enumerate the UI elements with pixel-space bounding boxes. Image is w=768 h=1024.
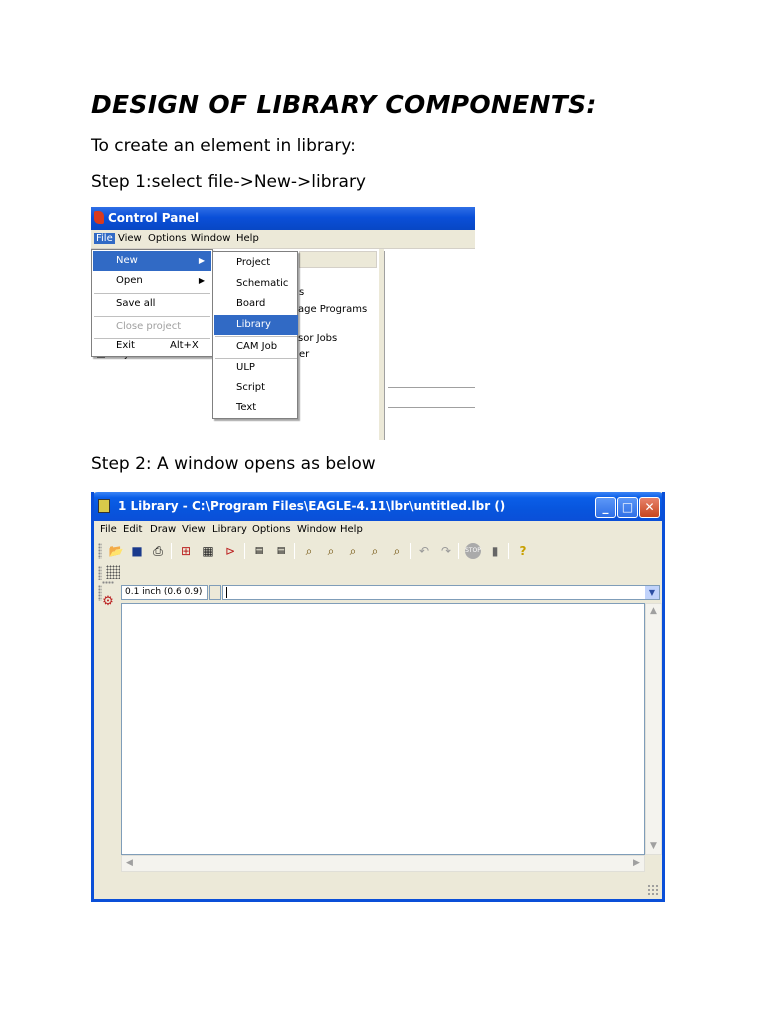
library-window-screenshot [91,492,665,902]
menu-view[interactable]: View [182,524,206,535]
toolbar-grip[interactable] [98,543,102,559]
scroll-up-icon[interactable]: ▲ [646,604,661,619]
menu-window[interactable]: Window [191,233,231,244]
intro-text: To create an element in library: [91,136,356,156]
command-bar [94,583,662,603]
file-menu-open[interactable] [93,271,211,291]
menu-help[interactable]: Help [340,524,363,535]
help-icon[interactable]: ? [519,544,527,558]
tree-fragment: sor Jobs [298,333,338,344]
toolbar-grip[interactable] [102,581,114,584]
menu-edit[interactable]: Edit [123,524,143,535]
menu-file[interactable]: File [100,524,117,535]
chevron-down-icon[interactable]: ▼ [645,586,659,599]
toolbar-separator [508,543,509,559]
zoom-in-icon[interactable]: ⌕ [327,544,335,558]
toolbar-separator [244,543,245,559]
new-submenu [212,251,298,419]
scroll-right-icon[interactable]: ▶ [629,856,644,871]
toolbar-separator [294,543,295,559]
new-submenu-board[interactable]: Board [236,298,266,309]
menu-file[interactable]: File [96,233,113,244]
divider [388,407,475,408]
open-icon[interactable]: 📂 [108,544,124,558]
eagle-app-icon [94,211,104,224]
control-panel-menubar [91,230,475,249]
menu-options[interactable]: Options [252,524,291,535]
scroll-left-icon[interactable]: ◀ [122,856,137,871]
info-icon[interactable]: ⚙ [102,594,114,609]
menu-item-label: New [116,255,138,266]
new-submenu-text[interactable]: Text [236,402,257,413]
new-submenu-ulp[interactable]: ULP [236,362,255,373]
menu-view[interactable]: View [118,233,142,244]
vertical-scrollbar[interactable] [645,603,662,855]
library-window-title: 1 Library - C:\Program Files\EAGLE-4.11\lbr\untitled.lbr () [118,499,506,513]
toolbar-separator [171,543,172,559]
file-menu-close-project [93,317,211,337]
resize-grip[interactable] [647,884,659,896]
layer-indicator [209,585,221,600]
schematic-icon[interactable]: ⊞ [180,544,192,558]
command-toolbar [94,594,121,883]
minimize-icon[interactable]: _ [595,497,616,518]
control-panel-title: Control Panel [108,211,200,225]
toolbar-separator [410,543,411,559]
board-icon[interactable]: ▦ [202,544,214,558]
file-menu-save-all[interactable] [93,294,211,314]
library-menubar [94,521,662,540]
tree-fragment: age Programs [298,304,368,315]
menu-item-label: Open [116,275,143,286]
grid-coordinates: 0.1 inch (0.6 0.9) [121,585,208,600]
divider [388,387,475,388]
file-menu-new[interactable] [93,251,211,271]
zoom-redraw-icon[interactable]: ⌕ [371,544,379,558]
menu-item-label: Close project [116,321,182,332]
control-panel-description [384,251,475,440]
menu-draw[interactable]: Draw [150,524,177,535]
zoom-fit-icon[interactable]: ⌕ [305,544,313,558]
script-icon[interactable]: ▤ [254,546,264,556]
ulp-icon[interactable]: ▤ [276,546,286,556]
menu-item-label: Save all [116,298,156,309]
tree-fragment: s [299,287,305,298]
menu-help[interactable]: Help [236,233,259,244]
undo-icon[interactable]: ↶ [418,544,430,558]
shortcut-label: Alt+X [170,340,199,351]
menu-library[interactable]: Library [212,524,247,535]
document-title: DESIGN OF LIBRARY COMPONENTS: [91,90,597,119]
print-icon[interactable]: ⎙ [153,544,163,558]
step1-text: Step 1:select file->New->library [91,172,366,192]
zoom-out-icon[interactable]: ⌕ [349,544,357,558]
stop-icon[interactable]: STOP [465,543,481,559]
file-menu [91,249,213,357]
control-panel-titlebar[interactable] [91,207,475,230]
grid-icon[interactable] [106,565,120,579]
parameter-toolbar [94,563,662,583]
tree-fragment: er [299,349,310,360]
step2-text: Step 2: A window opens as below [91,454,376,474]
horizontal-scrollbar[interactable] [121,855,645,872]
new-submenu-library[interactable]: Library [214,315,298,335]
library-app-icon [98,499,110,513]
new-submenu-project[interactable]: Project [236,257,271,268]
menu-item-label: Exit [116,340,135,351]
close-icon[interactable]: ✕ [639,497,660,518]
menu-options[interactable]: Options [148,233,187,244]
menu-window[interactable]: Window [297,524,337,535]
submenu-arrow-icon: ▶ [198,276,205,285]
new-submenu-schematic[interactable]: Schematic [236,278,289,289]
toolbar-separator [458,543,459,559]
go-icon[interactable]: ▮ [491,544,499,558]
drawing-canvas[interactable] [121,603,645,855]
status-bar [94,873,662,899]
tree-column-header [299,251,377,268]
maximize-icon[interactable]: □ [617,497,638,518]
submenu-arrow-icon: ▶ [198,256,205,265]
toolbar-grip[interactable] [98,566,102,580]
scroll-down-icon[interactable]: ▼ [646,839,661,854]
zoom-select-icon[interactable]: ⌕ [393,544,401,558]
new-submenu-script[interactable]: Script [236,382,266,393]
control-panel-screenshot [91,207,475,440]
new-submenu-cam-job[interactable]: CAM Job [236,341,278,352]
file-menu-exit[interactable] [93,336,211,356]
library-window-titlebar[interactable] [91,492,665,521]
symbol-icon[interactable]: ⊳ [224,544,236,558]
main-toolbar [94,540,662,563]
text-cursor [226,587,227,598]
redo-icon[interactable]: ↷ [440,544,452,558]
command-input[interactable] [222,585,660,600]
save-icon[interactable]: ■ [131,544,143,558]
